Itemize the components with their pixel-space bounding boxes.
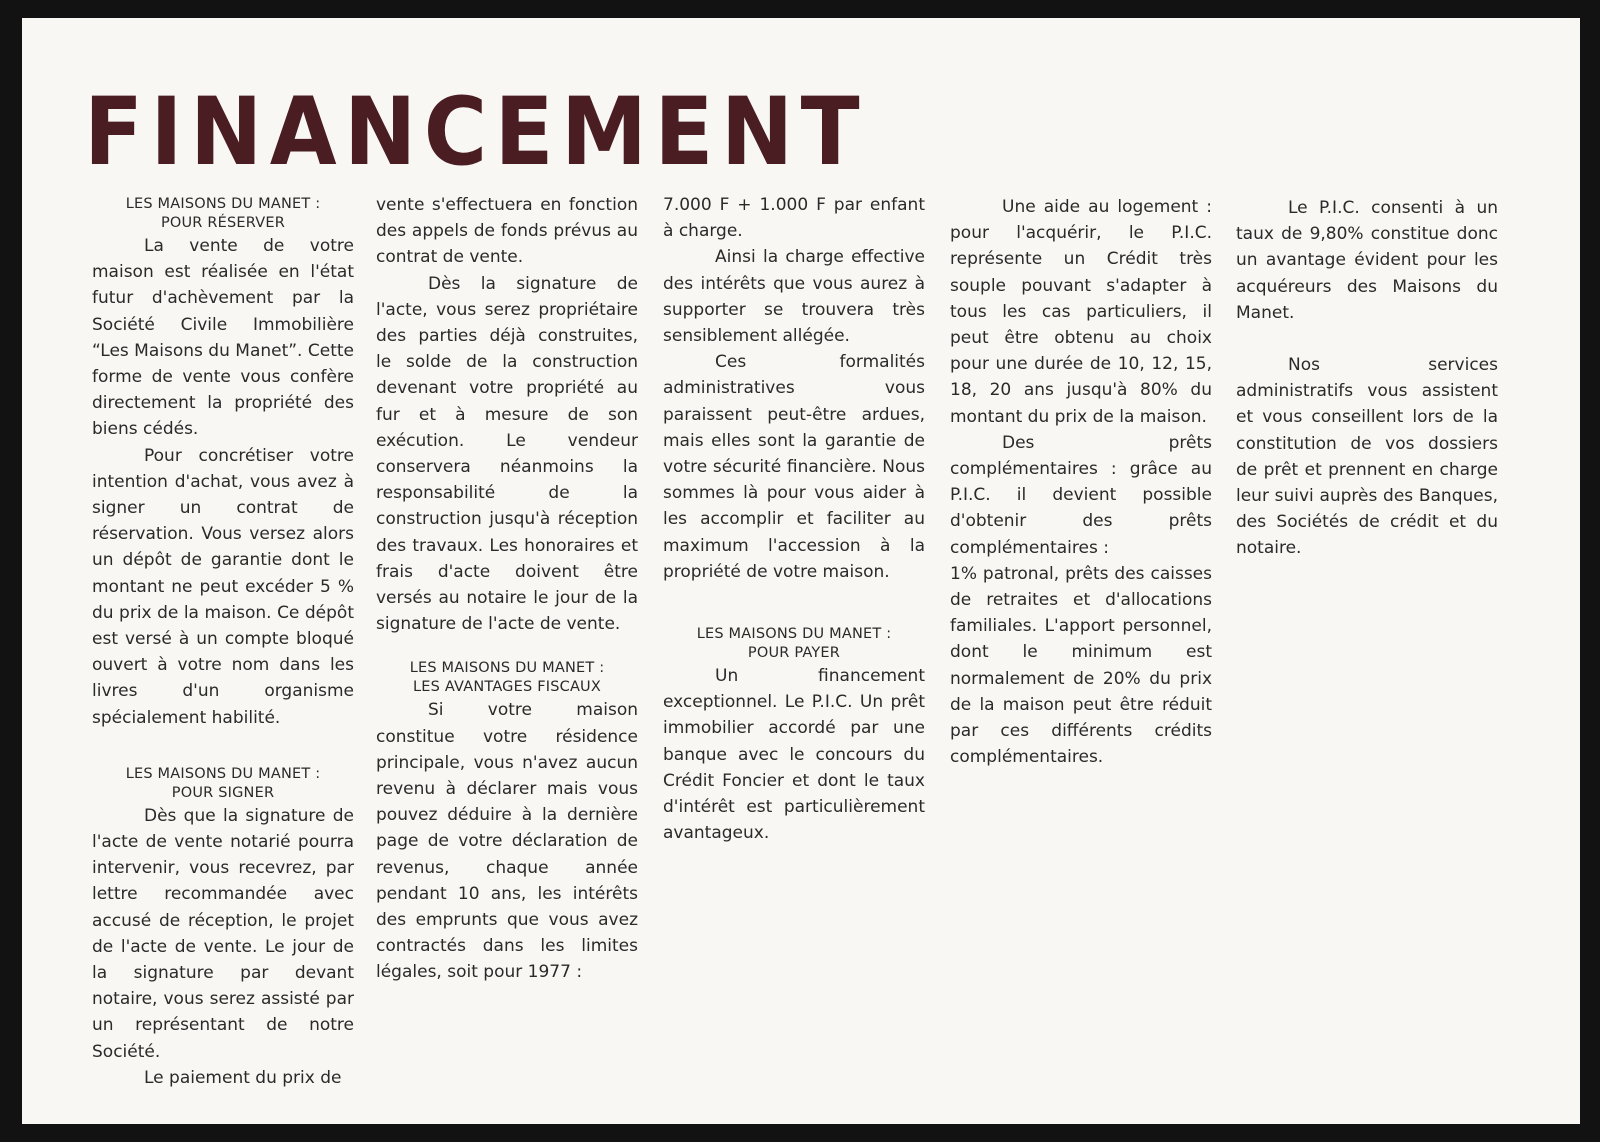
paragraph: Nos services administratifs vous assistent et vous conseillent lors de la constitution de vos dossiers de prêt et prennent en charge leur suivi auprès des Banques, des Sociétés de crédit et du notaire. (1236, 355, 1498, 559)
paragraph: La vente de votre maison est réalisée en l'état futur d'achèvement par la Société Civile Immobilière “Les Maisons du Manet”. Cette forme de vente vous confère directement la propriété des biens cédés. (92, 236, 354, 440)
heading-line: POUR RÉSERVER (160, 215, 286, 231)
page-title: FINANCEMENT (84, 78, 867, 187)
paragraph: Une aide au logement : pour l'acquérir, le P.I.C. représente un Crédit très souple pouvant s'adapter à tous les cas particuliers, il peut être obtenu au choix pour une durée de 10, 12, 15, 18, 20 ans jusqu'à 80% du montant du prix de la maison. (950, 197, 1212, 427)
paragraph: Si votre maison constitue votre résidence principale, vous n'avez aucun revenu à déclarer mais vous pouvez déduire à la dernière page de votre déclaration de revenus, chaque année pendant 10 ans, les intérêts des emprunts que vous avez contractés dans les limites légales, soit pour 1977 : (376, 700, 638, 983)
column-4 (950, 194, 1212, 770)
paragraph: 1% patronal, prêts des caisses de retraites et d'allocations familiales. L'apport personnel, dont le minimum est normalement de 20% du prix de la maison peut être réduit par ces différents crédits complémentaires. (950, 563, 1212, 768)
spacer (92, 731, 354, 765)
heading-line: POUR SIGNER (171, 784, 275, 801)
heading-line: POUR PAYER (747, 645, 841, 662)
column-1 (92, 195, 354, 1091)
heading-line: LES MAISONS DU MANET : (409, 660, 605, 677)
paragraph: Ainsi la charge effective des intérêts que vous aurez à supporter se trouvera très sensiblement allégée. (663, 247, 925, 347)
heading-line: LES AVANTAGES FISCAUX (412, 679, 602, 696)
paragraph: Ces formalités administratives vous paraissent peut-être ardues, mais elles sont la garantie de votre sécurité financière. Nous sommes là pour vous aider à les accomplir et faciliter au maximum l'accession à la propriété de votre maison. (663, 352, 925, 582)
column-2 (376, 192, 638, 986)
spacer (663, 585, 925, 625)
paragraph: Dès la signature de l'acte, vous serez propriétaire des parties déjà construites, le solde de la construction devenant votre propriété au fur et à mesure de son exécution. Le vendeur conservera néanmoins la responsabilité de la construction jusqu'à réception des travaux. Les honoraires et frais d'acte doivent être versés au notaire le jour de la signature de l'acte de vente. (376, 273, 638, 635)
paragraph: Le P.I.C. consenti à un taux de 9,80% constitue donc un avantage évident pour les acquéreurs des Maisons du Manet. (1236, 198, 1498, 323)
paragraph: Un financement exceptionnel. Le P.I.C. Un prêt immobilier accordé par une banque avec le concours du Crédit Foncier et dont le taux d'intérêt est particulièrement avantageux. (663, 666, 925, 844)
heading-line: LES MAISONS DU MANET : (125, 765, 321, 782)
heading-avantages-fiscaux (376, 659, 638, 697)
column-3 (663, 192, 925, 846)
paragraph: Le paiement du prix de (144, 1067, 342, 1088)
column-5 (1236, 195, 1498, 562)
heading-pour-signer (92, 765, 354, 803)
paragraph: Des prêts complémentaires : grâce au P.I.C. il devient possible d'obtenir des prêts complémentaires : (950, 432, 1212, 558)
heading-pour-reserver (92, 195, 354, 233)
paragraph: Pour concrétiser votre intention d'achat, vous avez à signer un contrat de réservation. Vous versez alors un dépôt de garantie dont le montant ne peut excéder 5 % du prix de la maison. Ce dépôt est versé à un compte bloqué ouvert à votre nom dans les livres d'un organisme spécialement habilité. (92, 445, 354, 728)
heading-line: LES MAISONS DU MANET : (125, 196, 321, 212)
heading-pour-payer (663, 625, 925, 663)
paragraph: 7.000 F + 1.000 F par enfant à charge. (663, 195, 925, 242)
spacer (376, 637, 638, 659)
brochure-page (22, 18, 1580, 1124)
paragraph: Dès que la signature de l'acte de vente notarié pourra intervenir, vous recevrez, par lettre recommandée avec accusé de réception, le projet de l'acte de vente. Le jour de la signature par devant notaire, vous serez assisté par un représentant de notre Société. (92, 805, 354, 1062)
paragraph: vente s'effectuera en fonction des appels de fonds prévus au contrat de vente. (376, 195, 638, 268)
heading-line: LES MAISONS DU MANET : (696, 626, 892, 643)
